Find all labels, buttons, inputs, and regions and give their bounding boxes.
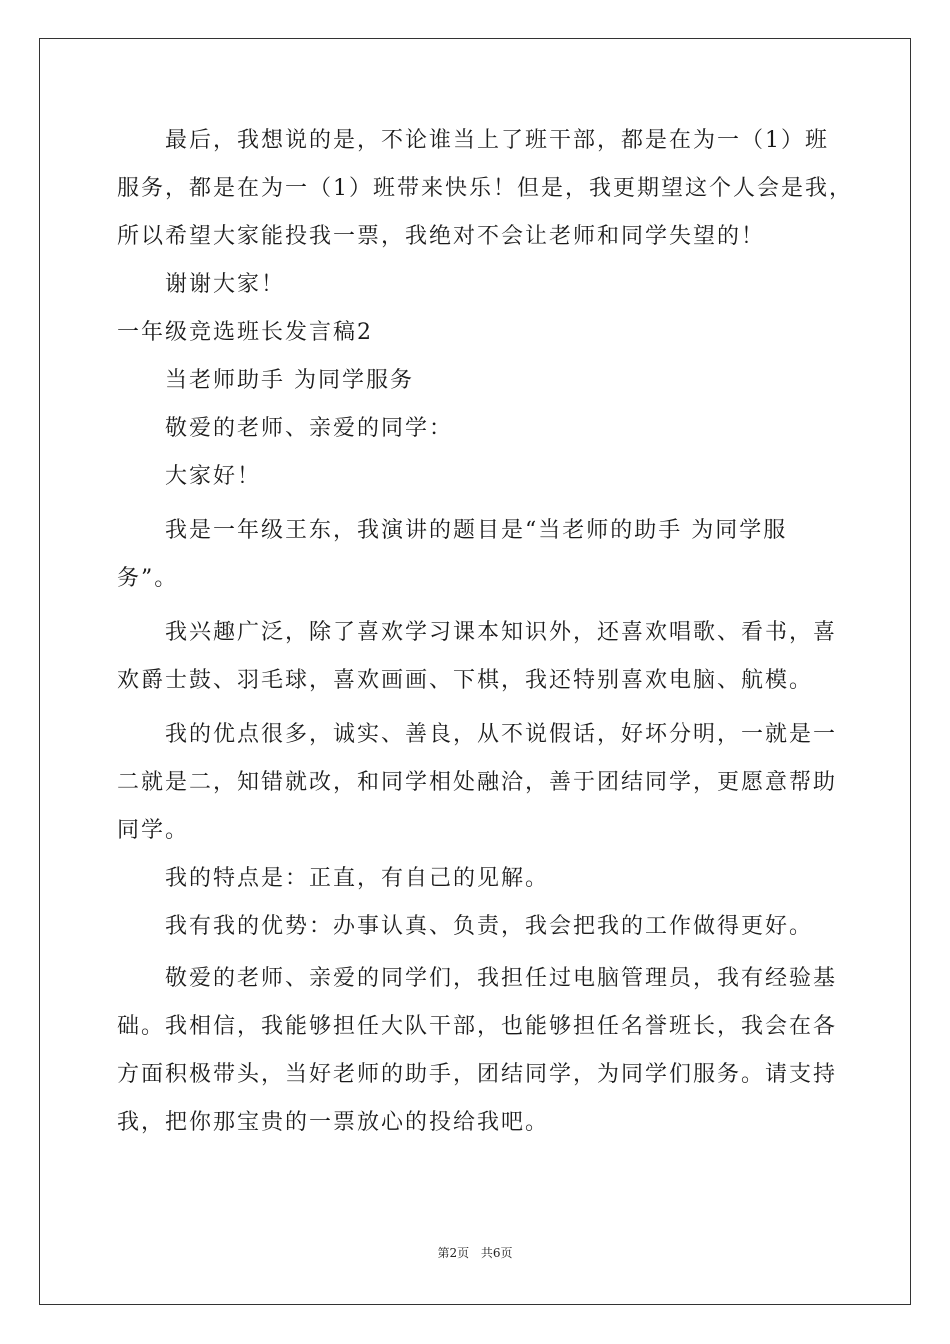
paragraph-line: 二就是二，知错就改，和同学相处融洽，善于团结同学，更愿意帮助: [117, 770, 838, 795]
paragraph-line: 我有我的优势：办事认真、负责，我会把我的工作做得更好。: [165, 914, 814, 939]
paragraph-line: 务”。: [117, 566, 179, 591]
paragraph-line: 欢爵士鼓、羽毛球，喜欢画画、下棋，我还特别喜欢电脑、航模。: [117, 668, 814, 693]
page-footer: [0, 1244, 950, 1261]
paragraph-line: 所以希望大家能投我一票，我绝对不会让老师和同学失望的！: [117, 224, 766, 249]
page-number: 第2页: [437, 1246, 470, 1260]
paragraph-line: 服务，都是在为一（1）班带来快乐！但是，我更期望这个人会是我，: [117, 176, 853, 201]
speech-title: 当老师助手 为同学服务: [165, 368, 414, 393]
paragraph-line: 我的特点是：正直，有自己的见解。: [165, 866, 550, 891]
paragraph-line: 我的优点很多，诚实、善良，从不说假话，好坏分明，一就是一: [165, 722, 838, 747]
paragraph-line: 我兴趣广泛，除了喜欢学习课本知识外，还喜欢唱歌、看书，喜: [165, 620, 838, 645]
paragraph-line: 敬爱的老师、亲爱的同学们，我担任过电脑管理员，我有经验基: [165, 966, 838, 991]
paragraph-line: 谢谢大家！: [165, 272, 286, 297]
paragraph-line: 我是一年级王东，我演讲的题目是“当老师的助手 为同学服: [165, 518, 788, 543]
paragraph-line: 础。我相信，我能够担任大队干部，也能够担任名誉班长，我会在各: [117, 1014, 838, 1039]
salutation: 敬爱的老师、亲爱的同学：: [165, 416, 454, 441]
section-heading: 一年级竞选班长发言稿2: [117, 320, 373, 345]
paragraph-line: 同学。: [117, 818, 190, 843]
greeting: 大家好！: [165, 464, 262, 489]
paragraph-line: 方面积极带头，当好老师的助手，团结同学，为同学们服务。请支持: [117, 1062, 838, 1087]
paragraph-line: 最后，我想说的是，不论谁当上了班干部，都是在为一（1）班: [165, 128, 829, 153]
paragraph-line: 我，把你那宝贵的一票放心的投给我吧。: [117, 1110, 550, 1135]
page-total: 共6页: [480, 1246, 513, 1260]
